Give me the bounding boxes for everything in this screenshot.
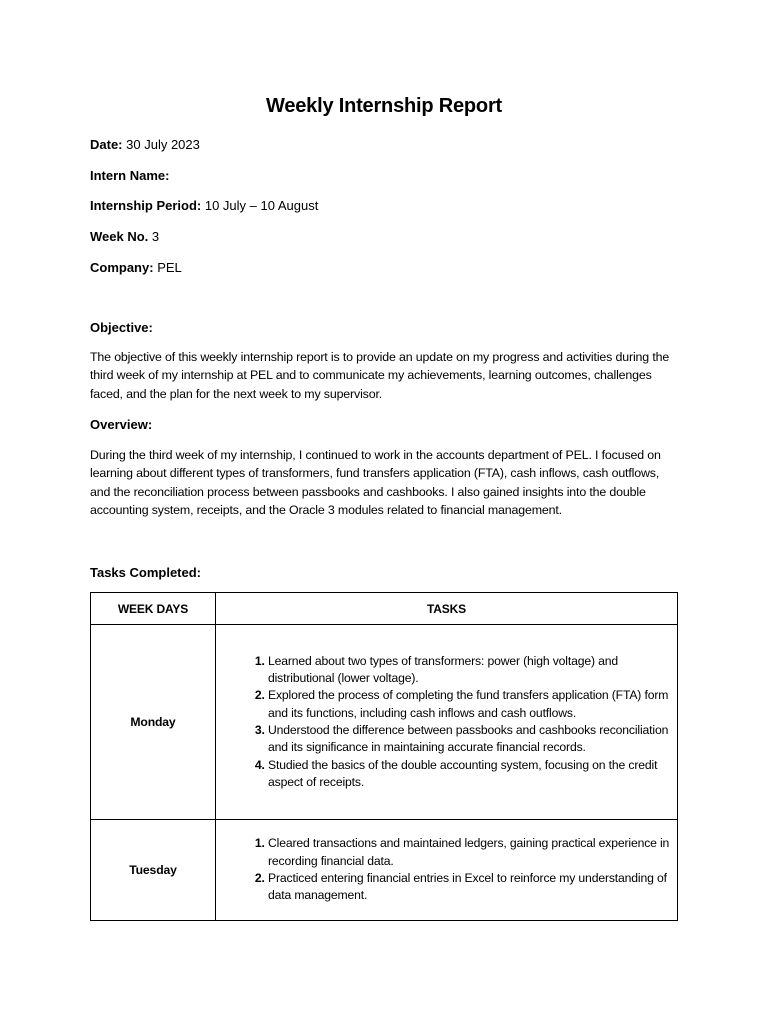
tasks-header: TASKS — [216, 593, 678, 625]
tasks-cell-tuesday — [216, 820, 678, 921]
tasks-table — [90, 592, 678, 921]
table-row-tuesday — [91, 820, 678, 921]
table-row-monday — [91, 625, 678, 820]
objective-heading: Objective: — [90, 320, 153, 335]
tasks-cell-monday — [216, 625, 678, 820]
list-item: 2. Explored the process of completing the fund transfers application (FTA) form and its functions, including cash inflows and cash outflows. — [268, 687, 677, 722]
report-title: Weekly Internship Report — [266, 95, 502, 117]
week-days-header: WEEK DAYS — [91, 593, 216, 625]
overview-text: During the third week of my internship, I continued to work in the accounts department of PEL. I focused on learning about different types of transformers, fund transfers application (FTA), cash inflows, cash outflows, and the reconciliation process between passbooks and cashbooks. I also gained insights into the double accounting system, receipts, and the Oracle 3 modules related to financial management. — [90, 448, 661, 517]
list-item: 3. Understood the difference between passbooks and cashbooks reconciliation and its significance in maintaining accurate financial records. — [268, 722, 677, 757]
list-item: 4. Studied the basics of the double accounting system, focusing on the credit aspect of receipts. — [268, 757, 677, 792]
overview-heading: Overview: — [90, 417, 153, 432]
intern-name-label: Intern Name: — [90, 168, 170, 183]
tuesday-task-list — [216, 835, 677, 904]
internship-period-label: Internship Period: — [90, 198, 202, 213]
company-value: PEL — [157, 260, 182, 275]
company-field — [90, 260, 182, 276]
week-number-value: 3 — [151, 229, 160, 244]
list-item: 1. Learned about two types of transformers: power (high voltage) and distributional (lower voltage). — [268, 653, 677, 688]
date-value: 30 July 2023 — [126, 137, 200, 152]
list-item: 2. Practiced entering financial entries in Excel to reinforce my understanding of data management. — [268, 870, 677, 905]
internship-period-field — [90, 198, 318, 214]
company-label: Company: — [90, 260, 154, 275]
intern-name-field — [90, 168, 169, 184]
list-item: 1. Cleared transactions and maintained ledgers, gaining practical experience in recording financial data. — [268, 835, 677, 870]
week-number-field — [90, 229, 159, 245]
tasks-completed-heading: Tasks Completed: — [90, 565, 202, 580]
date-field — [90, 137, 200, 153]
monday-task-list — [216, 653, 677, 791]
day-cell-monday: Monday — [91, 625, 216, 820]
day-cell-tuesday: Tuesday — [91, 820, 216, 921]
week-number-label: Week No. — [90, 229, 149, 244]
table-header-row — [91, 593, 678, 625]
objective-text: The objective of this weekly internship report is to provide an update on my progress and activities during the third week of my internship at PEL and to communicate my achievements, learning outcomes, challenges faced, and the plan for the next week to my supervisor. — [90, 350, 670, 401]
internship-period-value: 10 July – 10 August — [204, 198, 319, 213]
date-label: Date: — [90, 137, 123, 152]
